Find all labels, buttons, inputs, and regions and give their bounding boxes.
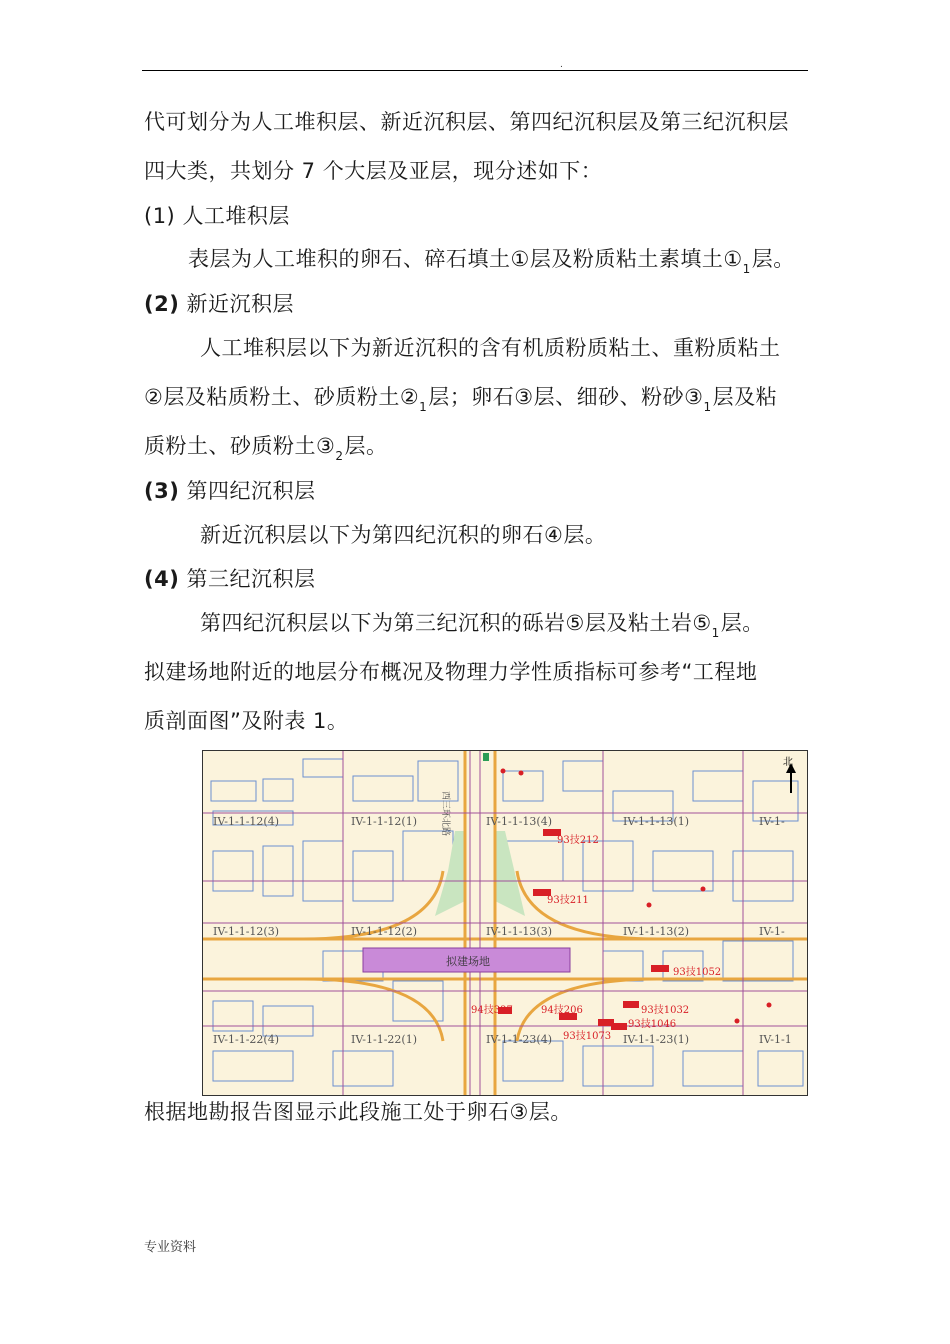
- green-marker: [483, 753, 489, 761]
- borehole-label: 94技206: [541, 1005, 583, 1016]
- subscript: 1: [703, 400, 712, 414]
- paragraph-line: [144, 381, 778, 414]
- paragraph-line: [144, 430, 388, 463]
- heading-number: (2): [144, 292, 180, 316]
- heading-number: (1): [144, 204, 176, 228]
- grid-label: IV-1-1-23(1): [623, 1033, 690, 1046]
- grid-label: IV-1-1-12(1): [351, 815, 418, 828]
- grid-label: IV-1-1-23(4): [486, 1033, 553, 1046]
- grid-label: IV-1-1-12(2): [351, 925, 418, 938]
- borehole-label: 93技1046: [628, 1019, 677, 1030]
- grid-label: IV-1-1-22(4): [213, 1033, 280, 1046]
- borehole-marker: [598, 1019, 614, 1026]
- section-heading-2: [144, 288, 294, 318]
- paragraph-line: [188, 243, 795, 276]
- paragraph-line: 质剖面图”及附表 1。: [144, 709, 349, 733]
- section-heading-1: [144, 200, 290, 230]
- text-run: 层；卵石③层、细砂、粉砂③: [428, 385, 704, 409]
- borehole-marker: [623, 1001, 639, 1008]
- heading-number: (4): [144, 567, 180, 591]
- site-label: 拟建场地: [446, 955, 490, 968]
- footer-text: 专业资料: [144, 1240, 197, 1255]
- borehole-label: 93技1032: [641, 1005, 690, 1016]
- borehole-label: 93技1073: [563, 1031, 612, 1042]
- borehole-label: 93技212: [557, 835, 599, 846]
- text-run: 表层为人工堆积的卵石、碎石填土①层及粉质粘土素填土①: [188, 247, 743, 271]
- grid-label: IV-1-1-13(4): [486, 815, 553, 828]
- grid-label: IV-1-1-12(4): [213, 815, 280, 828]
- paragraph-line: [200, 607, 764, 640]
- subscript: 1: [711, 626, 720, 640]
- text-run: ②层及粘质粉土、砂质粉土②: [144, 385, 420, 409]
- subscript: 1: [419, 400, 428, 414]
- heading-title: 第三纪沉积层: [186, 567, 316, 591]
- subscript: 2: [335, 449, 344, 463]
- paragraph-line: 拟建场地附近的地层分布概况及物理力学性质指标可参考“工程地: [144, 660, 758, 684]
- paragraph-line: 四大类，共划分 7 个大层及亚层，现分述如下：: [144, 159, 603, 183]
- text-run: 层。: [751, 247, 795, 271]
- grid-label: IV-1-1-22(1): [351, 1033, 418, 1046]
- heading-title: 第四纪沉积层: [186, 479, 316, 503]
- borehole-label: 93技1052: [673, 967, 722, 978]
- grid-label: IV-1-1-13(1): [623, 815, 690, 828]
- paragraph-line: 新近沉积层以下为第四纪沉积的卵石④层。: [200, 523, 607, 547]
- road-label: 西三环北路: [440, 791, 450, 837]
- grid-label: IV-1-: [759, 815, 785, 828]
- paragraph-line: 人工堆积层以下为新近沉积的含有机质粉质粘土、重粉质粘土: [200, 336, 781, 360]
- text-run: 层。: [344, 434, 388, 458]
- text-run: 第四纪沉积层以下为第三纪沉积的砾岩⑤层及粘土岩⑤: [200, 611, 712, 635]
- grid-label: IV-1-1: [759, 1033, 792, 1046]
- grid-label: IV-1-1-13(3): [486, 925, 553, 938]
- section-heading-3: [144, 475, 316, 505]
- north-label: 北: [783, 757, 793, 768]
- text-run: 层及粘: [712, 385, 778, 409]
- borehole-marker: [651, 965, 669, 972]
- heading-title: 新近沉积层: [186, 292, 294, 316]
- section-heading-4: [144, 563, 316, 593]
- heading-title: 人工堆积层: [182, 204, 290, 228]
- header-dot: .: [560, 60, 563, 70]
- borehole-label: 94技337: [471, 1005, 513, 1016]
- grid-label: IV-1-1-13(2): [623, 925, 690, 938]
- borehole-label: 93技211: [547, 895, 589, 906]
- paragraph-line: 根据地勘报告图显示此段施工处于卵石③层。: [144, 1100, 572, 1124]
- text-run: 层。: [720, 611, 764, 635]
- heading-number: (3): [144, 479, 180, 503]
- grid-label: IV-1-: [759, 925, 785, 938]
- header-rule: [142, 70, 808, 71]
- paragraph-line: 代可划分为人工堆积层、新近沉积层、第四纪沉积层及第三纪沉积层: [144, 110, 789, 134]
- text-run: 质粉土、砂质粉土③: [144, 434, 336, 458]
- grid-label: IV-1-1-12(3): [213, 925, 280, 938]
- subscript: 1: [742, 262, 751, 276]
- geology-site-map: [202, 750, 808, 1096]
